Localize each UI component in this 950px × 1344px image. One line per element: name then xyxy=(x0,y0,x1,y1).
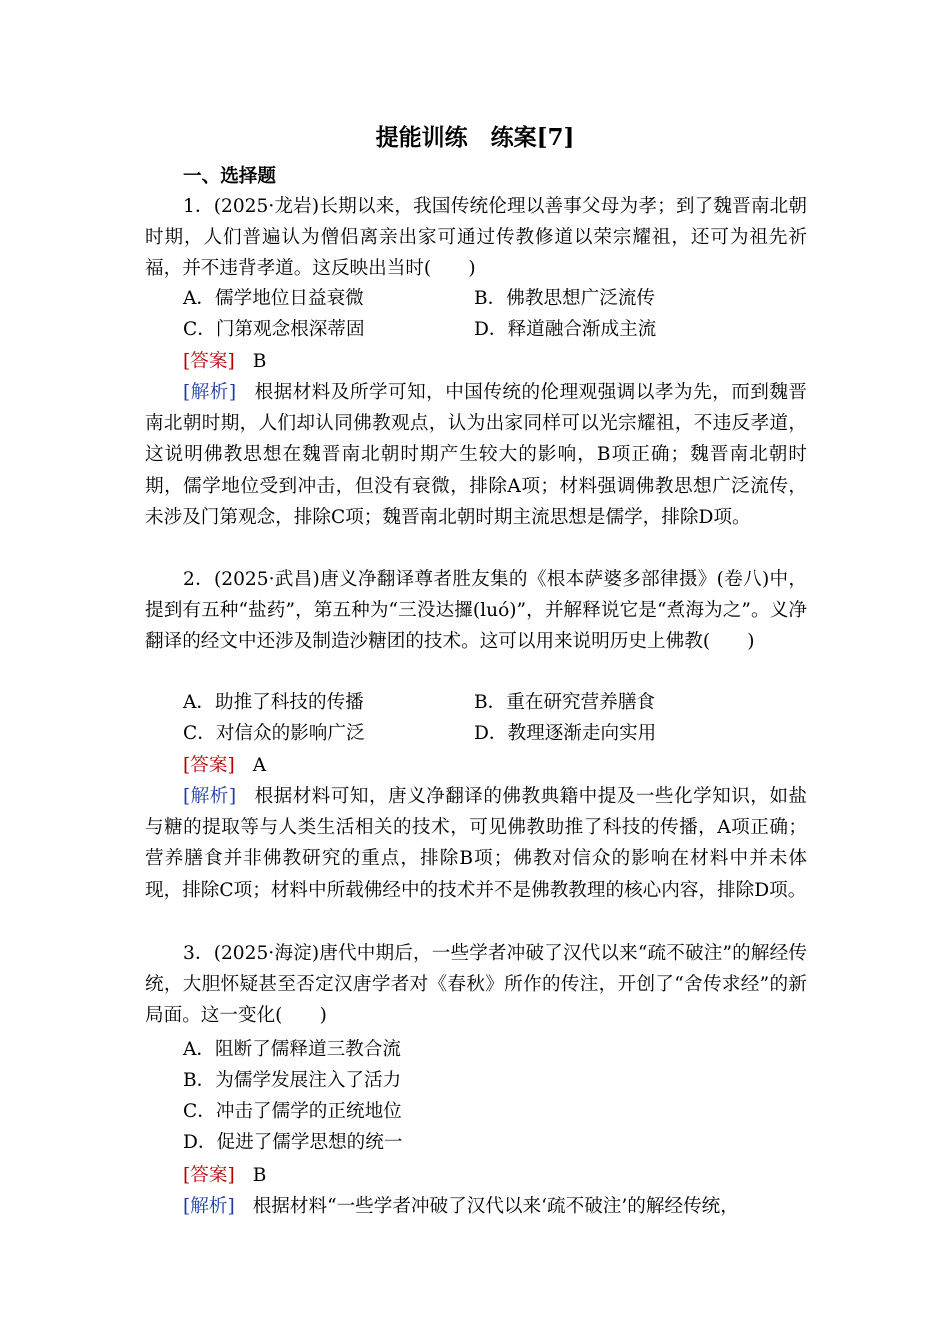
q3-option-b: B．为儒学发展注入了活力 xyxy=(183,1070,402,1091)
answer-tag: [答案] xyxy=(183,1165,235,1186)
question-1-options-row-2 xyxy=(183,314,807,345)
question-3-stem: 3．(2025·海淀)唐代中期后，一些学者冲破了汉代以来“疏不破注”的解经传统，大胆怀疑甚至否定汉唐学者对《春秋》所作的传注，开创了“舍传求经”的新局面。这一变化( ) xyxy=(145,943,807,1027)
q1-option-b: B．佛教思想广泛流传 xyxy=(474,288,656,309)
q3-option-d: D．促进了儒学思想的统一 xyxy=(183,1132,403,1153)
analysis-text: 根据材料及所学可知，中国传统的伦理观强调以孝为先，而到魏晋南北朝时期，人们却认同佛教观点，认为出家同样可以光宗耀祖，不违反孝道，这说明佛教思想在魏晋南北朝时期产生较大的影响，B项正确；魏晋南北朝时期，儒学地位受到冲击，但没有衰微，排除A项；材料强调佛教思想广泛流传，未涉及门第观念，排除C项；魏晋南北朝时期主流思想是儒学，排除D项。 xyxy=(145,382,807,528)
question-2-analysis xyxy=(145,781,807,906)
q1-option-a: A．儒学地位日益衰微 xyxy=(183,288,364,309)
question-1-analysis xyxy=(145,377,807,533)
analysis-text: 根据材料可知，唐义净翻译的佛教典籍中提及一些化学知识，如盐与糖的提取等与人类生活相关的技术，可见佛教助推了科技的传播，A项正确；营养膳食并非佛教研究的重点，排除B项；佛教对信众的影响在材料中并未体现，排除C项；材料中所载佛经中的技术并不是佛教教理的核心内容，排除D项。 xyxy=(145,786,807,901)
analysis-tag: [解析] xyxy=(183,786,237,807)
question-3-analysis xyxy=(145,1191,807,1222)
answer-value: A xyxy=(252,755,267,776)
page-title: 提能训练 练案[7] xyxy=(375,124,575,151)
analysis-tag: [解析] xyxy=(183,382,237,403)
q3-option-c: C．冲击了儒学的正统地位 xyxy=(183,1101,402,1122)
question-2-options-row-2 xyxy=(183,718,807,749)
answer-tag: [答案] xyxy=(183,351,235,372)
question-2-answer xyxy=(183,750,266,781)
answer-value: B xyxy=(252,1165,267,1186)
q1-option-c: C．门第观念根深蒂固 xyxy=(183,319,365,340)
answer-tag: [答案] xyxy=(183,755,235,776)
analysis-tag: [解析] xyxy=(183,1196,235,1217)
q2-option-b: B．重在研究营养膳食 xyxy=(474,692,656,713)
section-heading: 一、选择题 xyxy=(183,166,276,187)
question-1-answer xyxy=(183,346,266,377)
question-2-options-row-1 xyxy=(183,687,807,718)
q2-option-d: D．教理逐渐走向实用 xyxy=(474,723,657,744)
q2-option-a: A．助推了科技的传播 xyxy=(183,692,364,713)
answer-value: B xyxy=(252,351,267,372)
analysis-text: 根据材料“一些学者冲破了汉代以来‘疏不破注’的解经传统， xyxy=(252,1196,739,1217)
q1-option-d: D．释道融合渐成主流 xyxy=(474,319,657,340)
question-3-answer xyxy=(183,1160,266,1191)
q2-option-c: C．对信众的影响广泛 xyxy=(183,723,365,744)
q3-option-a: A．阻断了儒释道三教合流 xyxy=(183,1039,401,1060)
question-2-stem: 2．(2025·武昌)唐义净翻译尊者胜友集的《根本萨婆多部律摄》(卷八)中，提到有五种“盐药”，第五种为“三没达攞(luó)”，并解释说它是“煮海为之”。义净翻译的经文中还涉及制造沙糖团的技术。这可以用来说明历史上佛教( ) xyxy=(145,569,807,653)
question-1-stem: 1．(2025·龙岩)长期以来，我国传统伦理以善事父母为孝；到了魏晋南北朝时期，人们普遍认为僧侣离亲出家可通过传教修道以荣宗耀祖，还可为祖先祈福，并不违背孝道。这反映出当时( ) xyxy=(145,196,807,280)
question-1-options-row-1 xyxy=(183,283,807,314)
